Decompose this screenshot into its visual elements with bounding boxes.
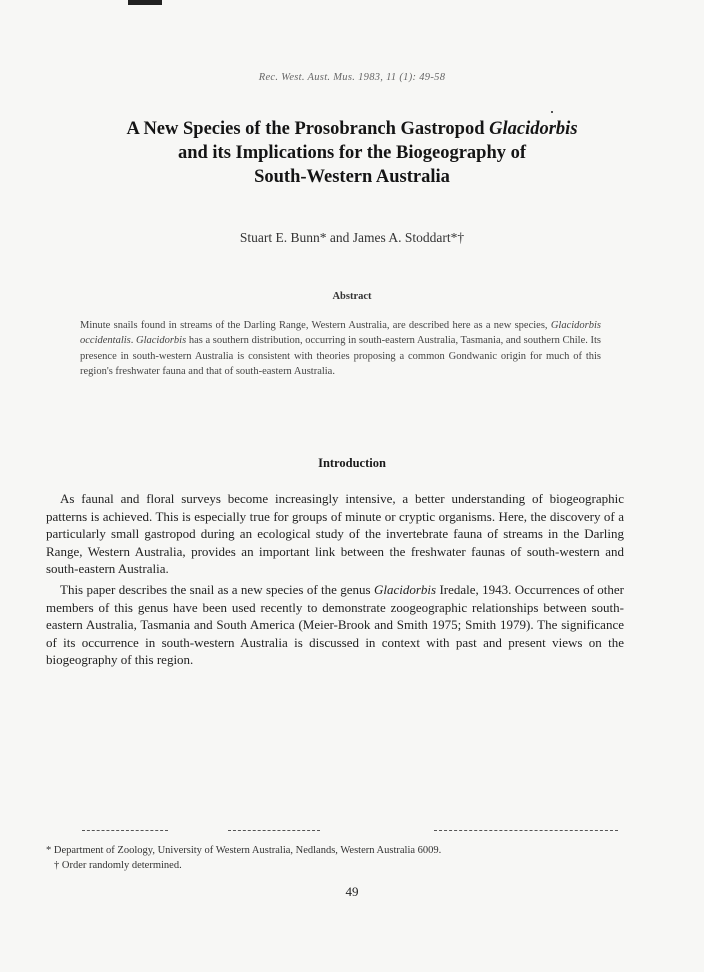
page-number: 49	[345, 884, 359, 899]
title-genus: Glacidorbis	[489, 119, 578, 139]
introduction-paragraph-2	[46, 581, 624, 669]
authors: Stuart E. Bunn* and James A. Stoddart*†	[239, 230, 465, 245]
scan-mark	[128, 0, 162, 5]
footnote-rule-right	[434, 830, 618, 831]
footnote-line-1: * Department of Zoology, University of Western Australia, Nedlands, Western Australia 6009.	[46, 845, 442, 856]
introduction-body	[46, 487, 624, 669]
abstract-genus-name: Glacidorbis	[136, 335, 187, 347]
abstract-text	[80, 318, 601, 380]
journal-citation: Rec. West. Aust. Mus. 1983, 11 (1): 49-58	[258, 72, 446, 83]
title-line-2: and its Implications for the Biogeography of	[177, 143, 527, 163]
title-line-3: South-Western Australia	[254, 167, 450, 187]
footnote	[46, 843, 616, 873]
abstract-part-2: .	[130, 335, 137, 347]
abstract-species-name: Glacidorbis occidentalis	[80, 320, 601, 347]
abstract-part-3: has a southern distribution, occurring in south-eastern Australia, Tasmania, and southern Chile. Its presence in south-western Australia is consistent with theories proposing a common Gondwanic origin for much of this region's freshwater fauna and that of south-eastern Australia.	[80, 335, 601, 378]
footnote-rule-left	[82, 830, 168, 831]
article-title	[40, 117, 664, 189]
title-line-1	[40, 117, 664, 141]
paragraph-2-part-1: This paper describes the snail as a new species of the genus	[60, 581, 374, 597]
paragraph-2-part-2: Iredale, 1943. Occurrences of other members of this genus have been used recently to demonstrate zoogeographic relationships between south-eastern Australia, Tasmania and South America (Meier-Brook and Smith 1975; Smith 1979). The significance of its occurrence in south-western Australia is discussed in context with past and present views on the biogeography of this region.	[46, 581, 625, 668]
introduction-heading: Introduction	[318, 456, 386, 470]
footnote-line-2: † Order randomly determined.	[54, 860, 182, 871]
footnote-rule-middle	[228, 830, 320, 831]
introduction-paragraph-1: As faunal and floral surveys become increasingly intensive, a better understanding of biogeographic patterns is achieved. This is especially true for groups of minute or cryptic organisms. Here, the discovery of a particularly small gastropod during an ecological study of the invertebrate fauna of streams in the Darling Range, Western Australia, provides an important link between the freshwater faunas of south-western and south-eastern Australia.	[46, 491, 624, 577]
title-line-1-text: A New Species of the Prosobranch Gastropod	[126, 119, 490, 139]
abstract-part-1: Minute snails found in streams of the Darling Range, Western Australia, are described here as a new species,	[80, 320, 551, 331]
scan-speck	[551, 111, 553, 113]
abstract-heading: Abstract	[332, 291, 372, 302]
paragraph-2-genus: Glacidorbis	[373, 581, 437, 597]
